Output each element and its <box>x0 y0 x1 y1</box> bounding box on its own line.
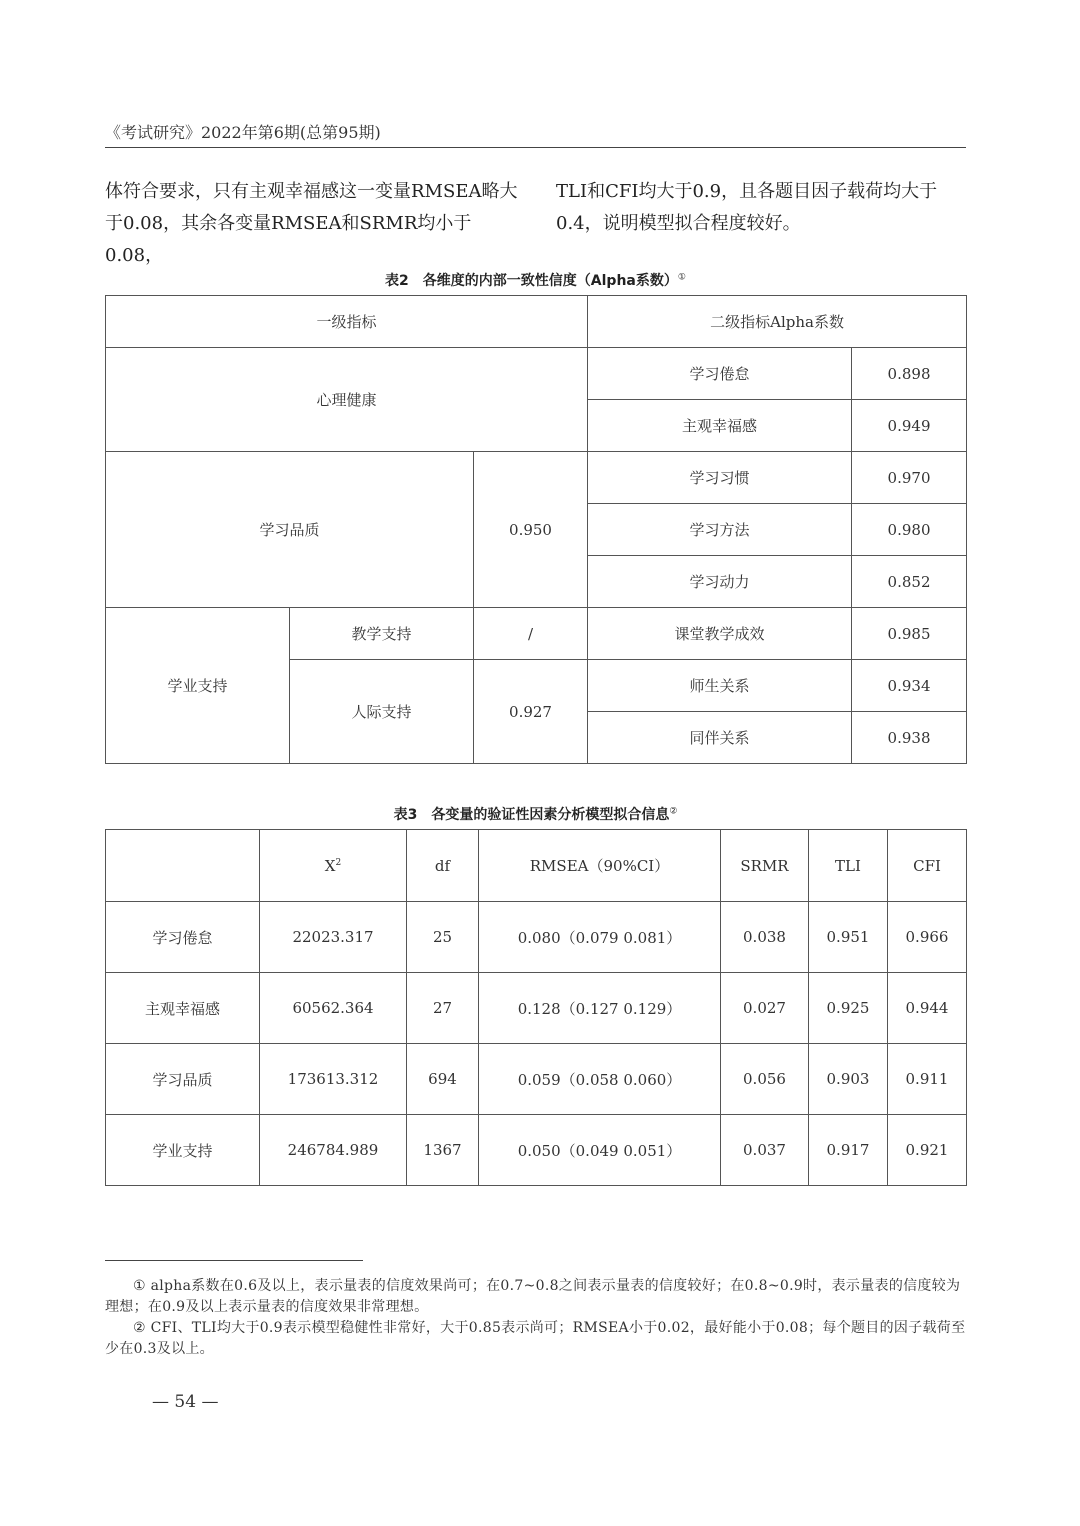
table2-caption-note: ① <box>677 272 686 283</box>
t3-cell: 学习品质 <box>106 1044 260 1115</box>
t3-cell: 0.128（0.127 0.129） <box>479 973 721 1044</box>
t2-cell: 师生关系 <box>588 660 852 712</box>
t2-learning-quality: 学习品质 <box>106 452 474 608</box>
body-text-left: 体符合要求，只有主观幸福感这一变量RMSEA略大于0.08，其余各变量RMSEA和SRMR均小于0.08， <box>105 181 518 266</box>
t2-cell: 0.949 <box>852 400 967 452</box>
t2-cell: 主观幸福感 <box>588 400 852 452</box>
t3-x2-label: X <box>324 856 336 875</box>
t2-academic-support: 学业支持 <box>106 608 290 764</box>
t3-header-cfi: CFI <box>888 830 967 902</box>
t3-cell: 0.951 <box>809 902 888 973</box>
header-rule <box>105 147 966 148</box>
t3-cell: 0.911 <box>888 1044 967 1115</box>
t3-cell: 0.059（0.058 0.060） <box>479 1044 721 1115</box>
t2-cell: 0.970 <box>852 452 967 504</box>
t3-cell: 0.080（0.079 0.081） <box>479 902 721 973</box>
table3-caption-note: ② <box>669 806 678 817</box>
t2-cell: 学习动力 <box>588 556 852 608</box>
t3-header-srmr: SRMR <box>721 830 809 902</box>
t2-cell: 0.980 <box>852 504 967 556</box>
t2-header-left: 一级指标 <box>106 296 588 348</box>
t3-cell: 0.903 <box>809 1044 888 1115</box>
t3-cell: 173613.312 <box>260 1044 407 1115</box>
table2-caption <box>105 270 966 290</box>
footnotes <box>105 1276 966 1360</box>
table3-caption-text: 表3 各变量的验证性因素分析模型拟合信息 <box>393 807 670 823</box>
table2 <box>105 295 967 764</box>
t3-cell: 0.925 <box>809 973 888 1044</box>
t3-cell: 0.966 <box>888 902 967 973</box>
t2-cell: 0.852 <box>852 556 967 608</box>
t3-header-rmsea: RMSEA（90%CI） <box>479 830 721 902</box>
t3-cell: 0.038 <box>721 902 809 973</box>
t3-header-df: df <box>407 830 479 902</box>
t3-cell: 1367 <box>407 1115 479 1186</box>
t3-header-empty <box>106 830 260 902</box>
t3-cell: 246784.989 <box>260 1115 407 1186</box>
t2-cell: 同伴关系 <box>588 712 852 764</box>
t3-cell: 60562.364 <box>260 973 407 1044</box>
t3-cell: 0.027 <box>721 973 809 1044</box>
journal-header: 《考试研究》2022年第6期(总第95期) <box>105 123 381 142</box>
t3-cell: 22023.317 <box>260 902 407 973</box>
t2-cell: 学习习惯 <box>588 452 852 504</box>
t2-is-alpha: 0.927 <box>474 660 588 764</box>
t3-cell: 0.050（0.049 0.051） <box>479 1115 721 1186</box>
t3-header-tli: TLI <box>809 830 888 902</box>
t2-interpersonal-support: 人际支持 <box>290 660 474 764</box>
body-text-right: TLI和CFI均大于0.9，且各题目因子载荷均大于0.4，说明模型拟合程度较好。 <box>556 181 938 234</box>
footnote-rule <box>105 1260 363 1261</box>
footnote-2: ② CFI、TLI均大于0.9表示模型稳健性非常好，大于0.85表示尚可；RMSEA小于0.02，最好能小于0.08；每个题目的因子载荷至少在0.3及以上。 <box>105 1320 966 1357</box>
t3-cell: 主观幸福感 <box>106 973 260 1044</box>
t3-cell: 0.921 <box>888 1115 967 1186</box>
t2-cell: 0.898 <box>852 348 967 400</box>
table3 <box>105 829 967 1186</box>
t2-cell: 0.985 <box>852 608 967 660</box>
t2-header-right: 二级指标Alpha系数 <box>588 296 967 348</box>
table-row <box>106 902 967 973</box>
t3-cell: 694 <box>407 1044 479 1115</box>
t3-x2-sup: 2 <box>335 857 342 868</box>
t2-cell: 学习方法 <box>588 504 852 556</box>
t3-cell: 学业支持 <box>106 1115 260 1186</box>
page-number: — 54 — <box>152 1392 219 1412</box>
footnote-1: ① alpha系数在0.6及以上，表示量表的信度效果尚可；在0.7~0.8之间表示量表的信度较好；在0.8~0.9时，表示量表的信度较为理想；在0.9及以上表示量表的信度效果非常理想。 <box>105 1278 961 1315</box>
t3-cell: 0.056 <box>721 1044 809 1115</box>
t3-cell: 学习倦怠 <box>106 902 260 973</box>
t2-teaching-support: 教学支持 <box>290 608 474 660</box>
t3-cell: 0.037 <box>721 1115 809 1186</box>
table-row <box>106 1115 967 1186</box>
t3-cell: 0.944 <box>888 973 967 1044</box>
t3-cell: 25 <box>407 902 479 973</box>
t3-cell: 27 <box>407 973 479 1044</box>
table-row <box>106 1044 967 1115</box>
t3-cell: 0.917 <box>809 1115 888 1186</box>
t2-cell: 学习倦怠 <box>588 348 852 400</box>
t2-lq-alpha: 0.950 <box>474 452 588 608</box>
table3-caption <box>105 804 966 824</box>
table-row <box>106 973 967 1044</box>
t3-header-x2 <box>260 830 407 902</box>
t2-cell: 0.934 <box>852 660 967 712</box>
t2-ts-alpha: / <box>474 608 588 660</box>
t2-mental-health: 心理健康 <box>106 348 588 452</box>
t2-cell: 课堂教学成效 <box>588 608 852 660</box>
t2-cell: 0.938 <box>852 712 967 764</box>
table2-caption-text: 表2 各维度的内部一致性信度（Alpha系数） <box>385 273 678 289</box>
